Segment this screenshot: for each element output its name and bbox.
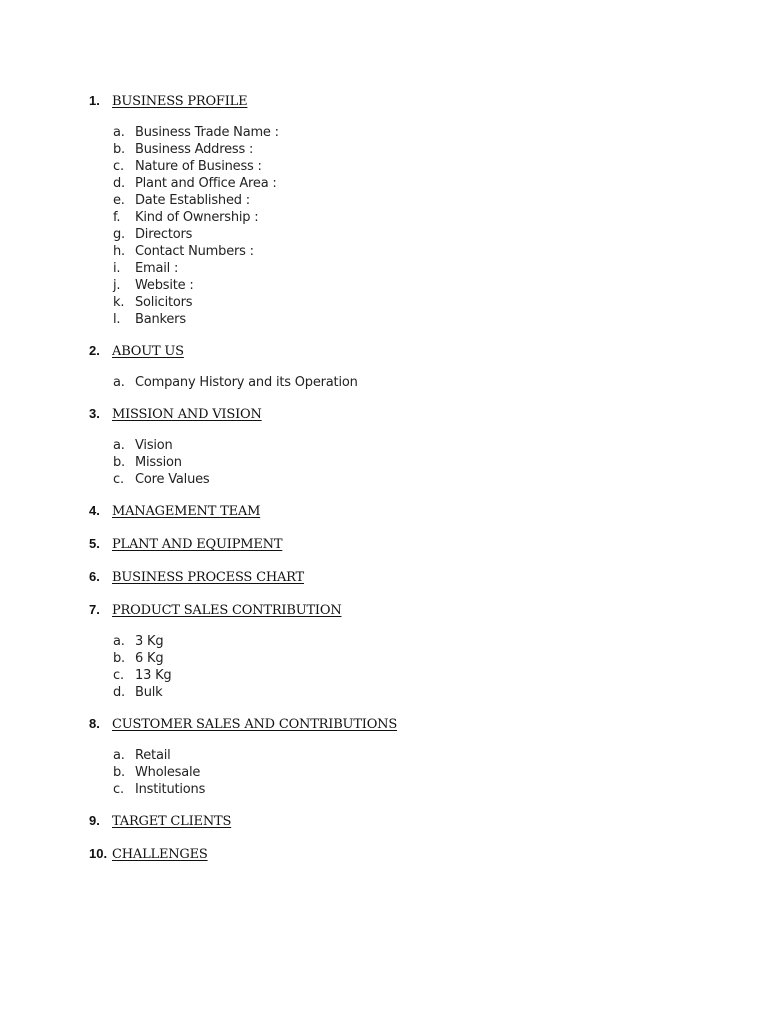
sub-item-letter: k. bbox=[113, 295, 125, 310]
section-number: 1. bbox=[89, 93, 100, 108]
sub-item bbox=[113, 764, 729, 781]
sub-item-letter: c. bbox=[113, 782, 124, 797]
outline-section bbox=[89, 600, 729, 701]
section-heading bbox=[89, 600, 729, 620]
outline-section bbox=[89, 341, 729, 391]
sub-item-letter: b. bbox=[113, 455, 125, 470]
sub-item-text: Bankers bbox=[135, 312, 186, 327]
sub-item bbox=[113, 226, 729, 243]
sub-item bbox=[113, 243, 729, 260]
section-title: TARGET CLIENTS bbox=[112, 814, 232, 829]
sub-item-text: Business Address : bbox=[135, 142, 254, 157]
section-number: 6. bbox=[89, 569, 100, 584]
sub-item-letter: e. bbox=[113, 193, 125, 208]
sub-item bbox=[113, 294, 729, 311]
sub-item-text: Institutions bbox=[135, 782, 206, 797]
sub-item-list bbox=[89, 633, 729, 701]
outline-section bbox=[89, 714, 729, 798]
section-title: CHALLENGES bbox=[112, 847, 208, 862]
sub-item-letter: j. bbox=[113, 278, 121, 293]
sub-item bbox=[113, 437, 729, 454]
sub-item-text: Plant and Office Area : bbox=[135, 176, 277, 191]
sub-item-letter: i. bbox=[113, 261, 121, 276]
sub-item bbox=[113, 260, 729, 277]
section-title: PLANT AND EQUIPMENT bbox=[112, 537, 283, 552]
sub-item-letter: a. bbox=[113, 375, 125, 390]
sub-item-text: Wholesale bbox=[135, 765, 201, 780]
sub-item-letter: c. bbox=[113, 472, 124, 487]
section-title: MISSION AND VISION bbox=[112, 407, 262, 422]
outline-section bbox=[89, 811, 729, 831]
section-heading bbox=[89, 404, 729, 424]
section-number: 7. bbox=[89, 602, 100, 617]
sub-item-letter: l. bbox=[113, 312, 121, 327]
section-title: PRODUCT SALES CONTRIBUTION bbox=[112, 603, 342, 618]
section-heading bbox=[89, 714, 729, 734]
sub-item-letter: f. bbox=[113, 210, 121, 225]
sub-item bbox=[113, 633, 729, 650]
sub-item-text: Solicitors bbox=[135, 295, 193, 310]
section-heading bbox=[89, 341, 729, 361]
sub-item-text: Business Trade Name : bbox=[135, 125, 279, 140]
sub-item-text: Website : bbox=[135, 278, 194, 293]
sub-item bbox=[113, 124, 729, 141]
section-number: 4. bbox=[89, 503, 100, 518]
section-title: CUSTOMER SALES AND CONTRIBUTIONS bbox=[112, 717, 398, 732]
section-number: 8. bbox=[89, 716, 100, 731]
sub-item bbox=[113, 277, 729, 294]
sub-item-text: Directors bbox=[135, 227, 193, 242]
outline-section bbox=[89, 404, 729, 488]
sub-item-text: Bulk bbox=[135, 685, 163, 700]
section-number: 9. bbox=[89, 813, 100, 828]
sub-item bbox=[113, 158, 729, 175]
outline-section bbox=[89, 91, 729, 328]
sub-item bbox=[113, 667, 729, 684]
sub-item bbox=[113, 454, 729, 471]
sub-item-text: Vision bbox=[135, 438, 173, 453]
section-number: 5. bbox=[89, 536, 100, 551]
sub-item-letter: a. bbox=[113, 125, 125, 140]
sub-item bbox=[113, 311, 729, 328]
sub-item-letter: b. bbox=[113, 651, 125, 666]
sub-item-text: 13 Kg bbox=[135, 668, 172, 683]
sub-item-text: 6 Kg bbox=[135, 651, 164, 666]
sub-item-letter: b. bbox=[113, 765, 125, 780]
section-heading bbox=[89, 501, 729, 521]
sub-item-letter: d. bbox=[113, 685, 125, 700]
section-heading bbox=[89, 844, 729, 864]
section-title: BUSINESS PROCESS CHART bbox=[112, 570, 304, 585]
sub-item-list bbox=[89, 437, 729, 488]
outline-list bbox=[89, 91, 729, 864]
section-heading bbox=[89, 567, 729, 587]
sub-item-letter: a. bbox=[113, 748, 125, 763]
sub-item-letter: h. bbox=[113, 244, 125, 259]
section-title: BUSINESS PROFILE bbox=[112, 94, 248, 109]
sub-item-letter: b. bbox=[113, 142, 125, 157]
sub-item bbox=[113, 747, 729, 764]
outline-section bbox=[89, 534, 729, 554]
sub-item-letter: c. bbox=[113, 668, 124, 683]
sub-item-text: Core Values bbox=[135, 472, 210, 487]
sub-item-text: Mission bbox=[135, 455, 182, 470]
sub-item-text: 3 Kg bbox=[135, 634, 164, 649]
sub-item-letter: c. bbox=[113, 159, 124, 174]
section-number: 3. bbox=[89, 406, 100, 421]
sub-item-letter: g. bbox=[113, 227, 125, 242]
sub-item bbox=[113, 471, 729, 488]
sub-item-text: Email : bbox=[135, 261, 179, 276]
sub-item-letter: a. bbox=[113, 634, 125, 649]
section-number: 2. bbox=[89, 343, 100, 358]
sub-item-text: Contact Numbers : bbox=[135, 244, 254, 259]
sub-item-text: Nature of Business : bbox=[135, 159, 262, 174]
sub-item-text: Kind of Ownership : bbox=[135, 210, 259, 225]
sub-item-text: Date Established : bbox=[135, 193, 250, 208]
sub-item bbox=[113, 684, 729, 701]
sub-item bbox=[113, 175, 729, 192]
sub-item-text: Retail bbox=[135, 748, 171, 763]
sub-item bbox=[113, 209, 729, 226]
section-heading bbox=[89, 534, 729, 554]
sub-item-letter: a. bbox=[113, 438, 125, 453]
sub-item bbox=[113, 141, 729, 158]
sub-item-text: Company History and its Operation bbox=[135, 375, 358, 390]
outline-section bbox=[89, 844, 729, 864]
sub-item bbox=[113, 192, 729, 209]
section-heading bbox=[89, 91, 729, 111]
sub-item bbox=[113, 781, 729, 798]
outline-section bbox=[89, 501, 729, 521]
sub-item-letter: d. bbox=[113, 176, 125, 191]
section-heading bbox=[89, 811, 729, 831]
section-title: ABOUT US bbox=[112, 344, 184, 359]
sub-item bbox=[113, 374, 729, 391]
sub-item bbox=[113, 650, 729, 667]
sub-item-list bbox=[89, 747, 729, 798]
section-number: 10. bbox=[89, 846, 108, 861]
sub-item-list bbox=[89, 374, 729, 391]
outline-section bbox=[89, 567, 729, 587]
sub-item-list bbox=[89, 124, 729, 328]
section-title: MANAGEMENT TEAM bbox=[112, 504, 261, 519]
